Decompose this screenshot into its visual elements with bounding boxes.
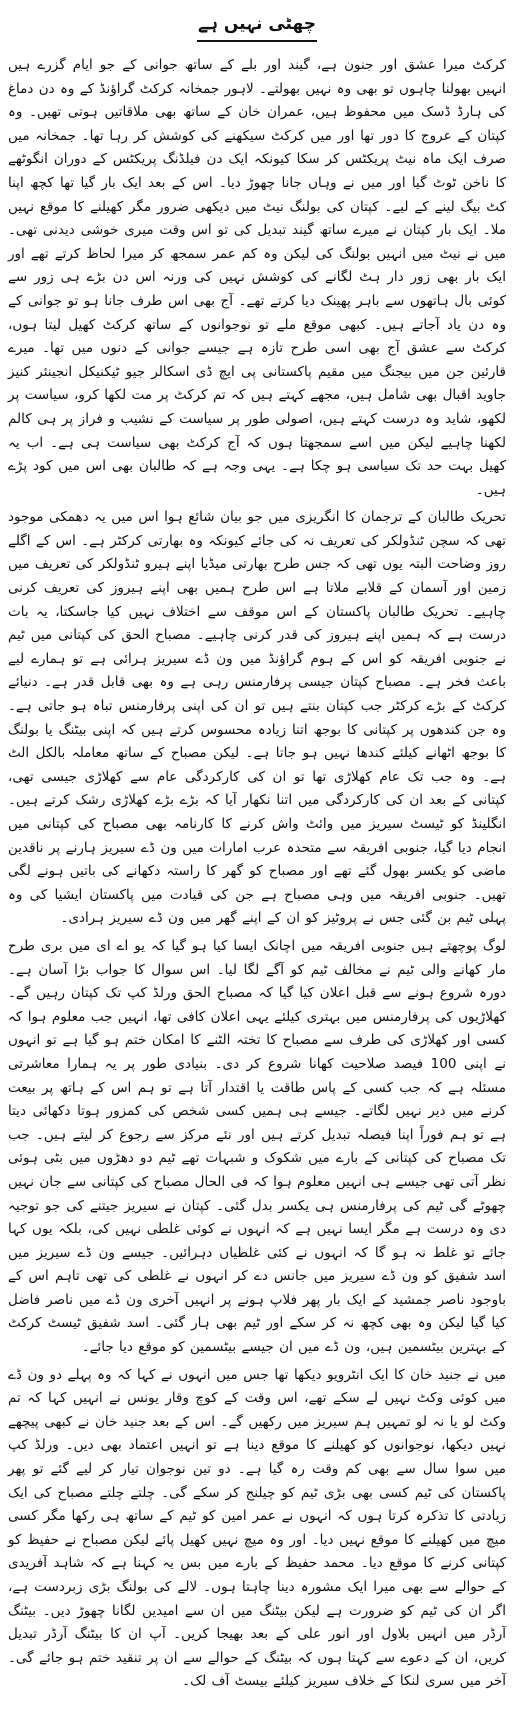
paragraph-3: لوگ پوچھتے ہیں جنوبی افریقہ میں اچانک ایسا کیا ہو گیا کہ یو اے ای میں بری طرح مار کھانے والی ٹیم نے مخالف ٹیم کو آگے لگا لیا۔ اس سوال کا جواب بڑا آسان ہے۔ دورہ شروع ہونے سے قبل اعلان کیا گیا کہ مصباح الحق ورلڈ کپ تک کپتان رہیں گے۔ کھلاڑیوں کی پرفارمنس میں بہتری کیلئے یہی اعلان کافی تھا، انہیں جب معلوم ہوا کہ کسی اور کھلاڑی کی طرف سے مصباح کا تختہ الٹنے کا امکان ختم ہو گیا ہے تو انہوں نے اپنی 100 فیصد صلاحیت کھانا شروع کر دی۔ بنیادی طور پر یہ ہمارا معاشرتی مسئلہ ہے کہ جب کسی کے پاس طاقت یا اقتدار آتا ہے تو ہم اس کے ہاتھ پر بیعت کرنے میں دیر نہیں لگاتے۔ جیسے ہی ہمیں کسی شخص کی کمزور ہوتا دکھائی دیتا ہے تو ہم فوراً اپنا فیصلہ تبدیل کرتے ہیں اور نئے مرکز سے رجوع کر لیتے ہیں۔ جب تک مصباح کی کپتانی کے بارے میں شکوک و شبہات تھے ٹیم دو دھڑوں میں بٹی ہوئی نظر آتی تھی جیسے ہی انہیں معلوم ہوا کہ فی الحال مصباح کی کپتانی سے جان نہیں چھوٹے گی ٹیم کی پرفارمنس ہی یکسر بدل گئی۔ کپتان نے سیریز جیتنے کی جو توجیہ دی وہ درست ہے مگر ایسا نہیں ہے کہ انہوں نے کوئی غلطی نہیں کی، بلکہ یوں کہا جائے تو غلط نہ ہو گا کہ انہوں نے کئی غلطیاں دہرائیں۔ جیسے ون ڈے سیریز میں اسد شفیق کو ون ڈے سیریز میں جانس دے کر انہوں نے غلطی کی تھی تاہم اس کے باوجود ناصر جمشید کے ایک بار پھر فلاپ ہونے پر انہیں آخری ون ڈے میں ناصر فاضل کیا گیا لیکن وہ بھی کچھ نہ کر سکے اور ٹیم بھی ہار گئی۔ اسد شفیق ٹیسٹ کرکٹ کے بہترین بیٹسمین ہیں، ون ڈے میں ان جیسے بیٹسمین کو موقع دیا جائے۔ [8, 937, 506, 1356]
paragraph-4: میں نے جنید خان کا ایک انٹرویو دیکھا تھا جس میں انہوں نے کہا کہ وہ پہلے دو ون ڈے میں کوئی وکٹ نہیں لے سکے تھے، اس وقت کے کوچ وقار یونس نے انہیں کہا کہ تم وکٹ لو یا نہ لو تمہیں ہم سیریز میں رکھیں گے۔ اس کے بعد جنید خان نے کبھی پیچھے نہیں دیکھا، نوجوانوں کو کھیلنے کا موقع دینا ہے تو انہیں اعتماد بھی دیں۔ ورلڈ کپ میں سوا سال سے بھی کم وقت رہ گیا ہے۔ دو تین نوجوان تیار کر لیے گئے تو پھر پاکستان کی ٹیم کسی بھی بڑی ٹیم کو چیلنج کر سکے گی۔ چلتے چلتے مصباح کی ایک زیادتی کا تذکرہ کرتا ہوں کہ انہوں نے عمر امین کو ٹیم کے ساتھ ہی رکھا مگر کسی میچ میں کھیلنے کا موقع نہیں دیا۔ اور وہ میچ نہیں کھیل پائے لیکن مصباح نے حفیظ کو کپتانی کرنے کا موقع دیا۔ محمد حفیظ کے بارے میں بس یہ کہنا ہے کہ شاہد آفریدی کے حوالے سے بھی میرا ایک مشورہ دینا چاہتا ہوں۔ لالے کی بولنگ بڑی زبردست ہے، اگر ان کی ٹیم کو ضرورت ہے لیکن بیٹنگ میں ان سے امیدیں لگانا چھوڑ دیں۔ بیٹنگ آرڈر میں انہیں بلاول اور انور علی کے بعد بھیجا کریں۔ آپ ان کا بیٹنگ آرڈر تبدیل کریں، ان کے دعوے سے کہتا ہوں کہ بیٹنگ کے حوالے سے ان پر تنقید ختم ہو جائے گی۔ آخر میں سری لنکا کے خلاف سیریز کیلئے بیسٹ آف لک۔ [8, 1366, 506, 1690]
article-title: چھٹی نہیں ہے [198, 14, 316, 34]
paragraph-1: کرکٹ میرا عشق اور جنون ہے، گیند اور بلے کے ساتھ جوانی کے جو ایام گزرے ہیں انہیں بھولنا چاہوں تو بھی وہ نہیں بھولتے۔ لاہور جمخانہ کرکٹ گراؤنڈ کے وہ دن دماغ کی ہارڈ ڈسک میں محفوظ ہیں، عمران خان کے ساتھ بھی ملاقاتیں ہوتی تھیں۔ وہ کپتان کے عروج کا دور تھا اور میں کرکٹ سیکھنے کی کوشش کر رہا تھا۔ جمخانہ میں صرف ایک ماہ نیٹ پریکٹس کر سکا کیونکہ ایک دن فیلڈنگ پریکٹس کے دوران انگوٹھے کا ناخن ٹوٹ گیا اور میں نے وہاں جانا چھوڑ دیا۔ اس کے بعد ایک بار گیا تھا کچھ اپنا کٹ بیگ لینے کے لیے۔ کپتان کی بولنگ نیٹ میں دیکھی ضرور مگر کھیلنے کا موقع نہیں ملا۔ ایک بار کپتان نے میرے ساتھ گیند تبدیل کی تو اس وقت میری خوشی دیدنی تھی۔ میں نے نیٹ میں انہیں بولنگ کی لیکن وہ کم عمر سمجھ کر میرا لحاظ کرتے تھے اور ایک بار بھی زور دار ہٹ لگانے کی کوشش نہیں کی ورنہ اس دن بڑے ہی زور سے کوئی بال ہاتھوں سے باہر پھینک دیا کرتے تھے۔ آج بھی اس طرف جانا ہو تو جوانی کے وہ دن یاد آجاتے ہیں۔ کبھی موقع ملے تو نوجوانوں کے ساتھ کرکٹ کھیل لیتا ہوں، کرکٹ سے عشق آج بھی اسی طرح تازہ ہے جیسے جوانی کے دنوں میں تھا۔ میرے قارئین جن میں بیجنگ میں مقیم پاکستانی پی ایچ ڈی اسکالر جیو ٹیکنیکل انجینئر کنیز جاوید اقبال بھی شامل ہیں، مجھے کہتے ہیں کہ تم کرکٹ پر مت لکھا کرو، سیاست پر لکھو، شاید وہ درست کہتے ہیں، اصولی طور پر سیاست کے نشیب و فراز پر ہی کالم لکھنا چاہیے لیکن میں اسے سمجھتا ہوں کہ آج کرکٹ بھی سیاست ہی ہے۔ اب یہ کھیل بہت حد تک سیاسی ہو چکا ہے۔ یہی وجہ ہے کہ طالبان بھی اس میں کود پڑے ہیں۔ [8, 57, 506, 498]
article-body [8, 54, 506, 1694]
paragraph-2: تحریک طالبان کے ترجمان کا انگریزی میں جو بیان شائع ہوا اس میں یہ دھمکی موجود تھی کہ سچن ٹنڈولکر کی تعریف نہ کی جائے کیونکہ وہ بھارتی کرکٹر ہے۔ اس کے اگلے روز وضاحت البتہ یوں تھی کہ جس طرح بھارتی میڈیا اپنے ہیرو ٹنڈولکر کی تعریف میں زمین اور آسمان کے قلابے ملاتا ہے اس طرح ہمیں بھی اپنے ہیروز کی تعریف کرنی چاہیے۔ تحریک طالبان پاکستان کے اس موقف سے اختلاف نہیں کیا جاسکتا، یہ بات درست ہے کہ ہمیں اپنے ہیروز کی قدر کرنی چاہیے۔ مصباح الحق کی کپتانی میں ٹیم نے جنوبی افریقہ کو اس کے ہوم گراؤنڈ میں ون ڈے سیریز ہرائی ہے تو ہمارے لیے باعث فخر ہے۔ مصباح کپتان جیسی پرفارمنس رہی ہے وہ بھی قابل قدر ہے۔ دنیائے کرکٹ کے بڑے کرکٹر جب کپتان بنتے ہیں تو ان کی اپنی پرفارمنس تباہ ہو جاتی ہے۔ وہ جن کندھوں پر کپتانی کا بوجھ اتنا زیادہ محسوس کرتے ہیں کہ اپنی بیٹنگ یا بولنگ کا بوجھ اٹھانے کیلئے کندھا نہیں ہو جاتا ہے۔ لیکن مصباح کے ساتھ معاملہ بالکل الٹ ہے۔ وہ جب تک عام کھلاڑی تھا تو ان کی کارکردگی عام سے کھلاڑی جیسی تھی، کپتانی کے بعد ان کی کارکردگی میں اتنا نکھار آیا کہ بڑے بڑے کھلاڑی رشک کرتے ہیں۔ انگلینڈ کو ٹیسٹ سیریز میں وائٹ واش کرنے کا کارنامہ بھی مصباح کی کپتانی میں انجام دیا گیا، جنوبی افریقہ سے متحدہ عرب امارات میں ون ڈے سیریز ہارنے پر ناقدین ماضی کو یکسر بھول گئے تھے اور مصباح کو گھر کا راستہ دکھانے کی باتیں ہونے لگی تھیں۔ جنوبی افریقہ میں وہی مصباح ہے جن کی قیادت میں پاکستان ایشیا کی وہ پہلی ٹیم بن گئی جس نے پروٹیز کو ان کے اپنے گھر میں ون ڈے سیریز ہرادی۔ [8, 509, 506, 927]
title-underline [197, 40, 317, 42]
